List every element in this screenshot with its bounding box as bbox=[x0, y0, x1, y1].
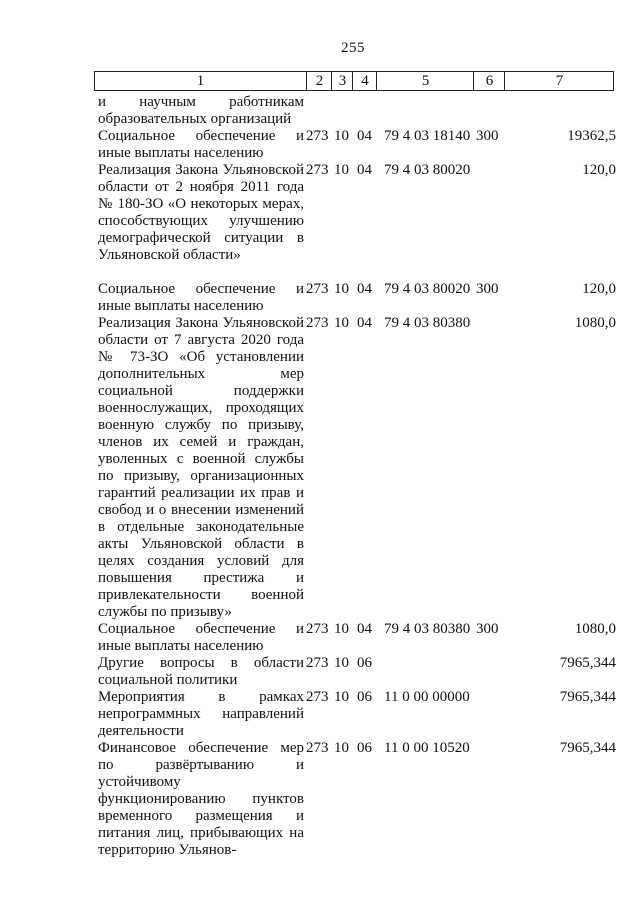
row-amount: 7965,344 bbox=[559, 740, 616, 756]
row-description: Социальное обеспечение и иные выплаты населению bbox=[98, 621, 304, 654]
row-amount: 7965,344 bbox=[559, 689, 616, 705]
header-col-6: 6 bbox=[473, 72, 505, 90]
row-section-code: 10 bbox=[334, 655, 349, 671]
row-ministry-code: 273 bbox=[306, 655, 329, 671]
row-subsection-code: 06 bbox=[357, 689, 372, 705]
row-subsection-code: 06 bbox=[357, 655, 372, 671]
row-amount: 19362,5 bbox=[567, 128, 616, 144]
row-description: Реализация Закона Ульяновской области от 2 ноября 2011 года № 180-ЗО «О некоторых мерах, способствующих улучшению демографической ситуации в Ульяновской области» bbox=[98, 162, 304, 263]
row-target-article: 11 0 00 10520 bbox=[384, 740, 470, 756]
row-expense-type: 300 bbox=[476, 621, 499, 637]
header-col-2: 2 bbox=[306, 72, 332, 90]
page-number: 255 bbox=[341, 40, 365, 56]
header-col-3: 3 bbox=[331, 72, 353, 90]
row-target-article: 79 4 03 80380 bbox=[384, 621, 471, 637]
table-header bbox=[94, 71, 614, 91]
row-subsection-code: 04 bbox=[357, 128, 372, 144]
header-col-1: 1 bbox=[196, 73, 205, 89]
row-target-article: 79 4 03 80020 bbox=[384, 281, 471, 297]
row-subsection-code: 04 bbox=[357, 315, 372, 331]
row-target-article: 79 4 03 80020 bbox=[384, 162, 471, 178]
row-amount: 1080,0 bbox=[574, 621, 616, 637]
header-col-7: 7 bbox=[504, 72, 614, 90]
row-target-article: 79 4 03 18140 bbox=[384, 128, 471, 144]
header-col-5: 5 bbox=[376, 72, 474, 90]
row-section-code: 10 bbox=[334, 281, 349, 297]
row-expense-type: 300 bbox=[476, 128, 499, 144]
row-section-code: 10 bbox=[334, 315, 349, 331]
row-description: Финансовое обеспечение мер по развёртыванию и устойчивому функционированию пунктов временного размещения и питания лиц, прибывающих на территорию Ульянов- bbox=[98, 740, 304, 858]
row-description: Социальное обеспечение и иные выплаты населению bbox=[98, 281, 304, 314]
row-description: Реализация Закона Ульяновской области от 7 августа 2020 года № 73-ЗО «Об установлении дополнительных мер социальной поддержки военнослужащих, проходящих военную службу по призыву, членов их семей и граждан, уволенных с военной службы по призыву, организационных гарантий реализации их прав и свобод и о внесении изменений в отдельные законодательные акты Ульяновской области в целях создания условий для повышения престижа и привлекательности военной службы по призыву» bbox=[98, 315, 304, 620]
row-target-article: 79 4 03 80380 bbox=[384, 315, 471, 331]
row-ministry-code: 273 bbox=[306, 315, 329, 331]
row-ministry-code: 273 bbox=[306, 281, 329, 297]
row-subsection-code: 04 bbox=[357, 281, 372, 297]
row-ministry-code: 273 bbox=[306, 128, 329, 144]
row-section-code: 10 bbox=[334, 621, 349, 637]
row-section-code: 10 bbox=[334, 162, 349, 178]
row-section-code: 10 bbox=[334, 128, 349, 144]
row-ministry-code: 273 bbox=[306, 621, 329, 637]
row-description: Мероприятия в рамках непрограммных направлений деятельности bbox=[98, 689, 304, 739]
row-description: и научным работникам образовательных организаций bbox=[98, 94, 304, 127]
header-col-4: 4 bbox=[352, 72, 377, 90]
row-subsection-code: 04 bbox=[357, 162, 372, 178]
row-ministry-code: 273 bbox=[306, 689, 329, 705]
row-expense-type: 300 bbox=[476, 281, 499, 297]
row-amount: 7965,344 bbox=[559, 655, 616, 671]
row-ministry-code: 273 bbox=[306, 740, 329, 756]
row-description: Социальное обеспечение и иные выплаты населению bbox=[98, 128, 304, 161]
row-subsection-code: 04 bbox=[357, 621, 372, 637]
row-section-code: 10 bbox=[334, 740, 349, 756]
row-amount: 1080,0 bbox=[574, 315, 616, 331]
row-subsection-code: 06 bbox=[357, 740, 372, 756]
row-description: Другие вопросы в области социальной политики bbox=[98, 655, 304, 688]
row-target-article: 11 0 00 00000 bbox=[384, 689, 470, 705]
row-amount: 120,0 bbox=[582, 281, 616, 297]
row-section-code: 10 bbox=[334, 689, 349, 705]
row-ministry-code: 273 bbox=[306, 162, 329, 178]
row-amount: 120,0 bbox=[582, 162, 616, 178]
